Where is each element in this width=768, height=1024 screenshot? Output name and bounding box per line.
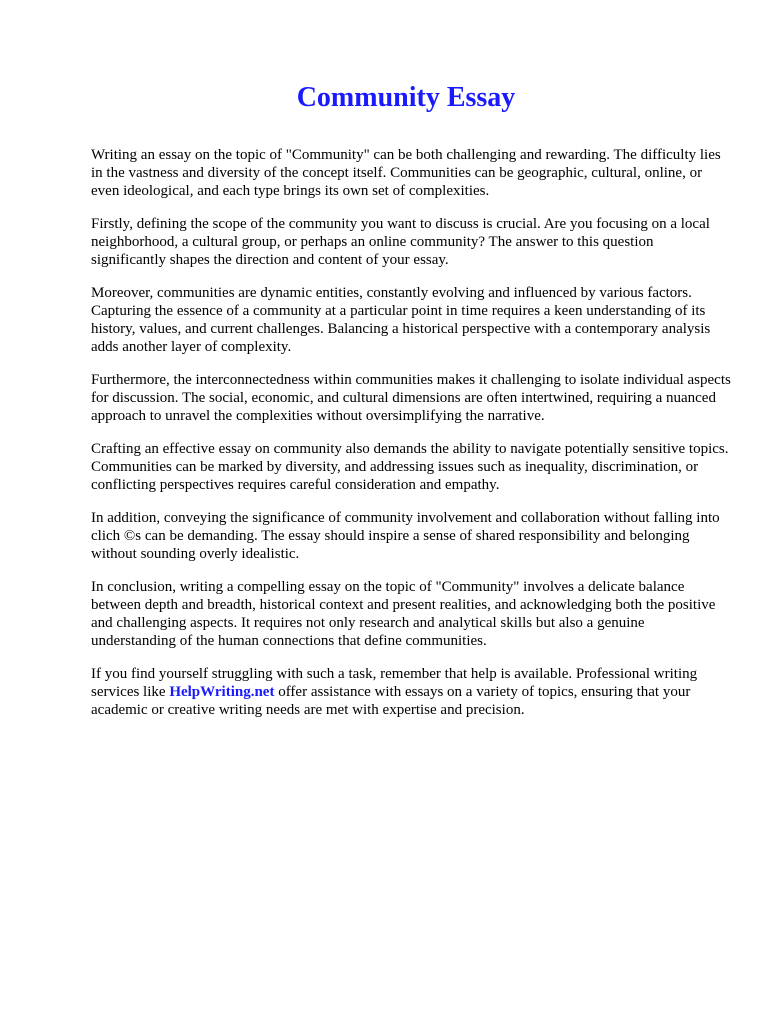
helpwriting-link[interactable]: HelpWriting.net xyxy=(169,684,275,700)
help-text-after-link: offer assistance with essays on a variety of topics, ensuring that your academic or creative writing needs are met with expertise and precision. xyxy=(91,684,691,718)
paragraph-conclusion: In conclusion, writing a compelling essay on the topic of "Community" involves a delicate balance between depth and breadth, historical context and present realities, and acknowledging both the positive and challenging aspects. It requires not only research and analytical skills but also a genuine understanding of the human connections that define communities. xyxy=(91,579,716,649)
paragraph-scope: Firstly, defining the scope of the community you want to discuss is crucial. Are you focusing on a local neighborhood, a cultural group, or perhaps an online community? The answer to this question significantly shapes the direction and content of your essay. xyxy=(91,216,710,268)
help-text-before-link: If you find yourself struggling with such a task, remember that help is available. Professional writing services like xyxy=(91,666,698,700)
paragraph-involvement: In addition, conveying the significance of community involvement and collaboration without falling into clich ©s can be demanding. The essay should inspire a sense of shared responsibility and belonging without sounding overly idealistic. xyxy=(91,510,720,562)
essay-body xyxy=(91,146,731,734)
paragraph-intro: Writing an essay on the topic of "Community" can be both challenging and rewarding. The difficulty lies in the vastness and diversity of the concept itself. Communities can be geographic, cultural, online, or even ideological, and each type brings its own set of complexities. xyxy=(91,147,721,199)
page-title: Community Essay xyxy=(296,82,516,113)
paragraph-help xyxy=(91,665,731,719)
paragraph-sensitive-topics: Crafting an effective essay on community also demands the ability to navigate potentially sensitive topics. Communities can be marked by diversity, and addressing issues such as inequality, discrimination, or conflicting perspectives requires careful consideration and empathy. xyxy=(91,441,729,493)
paragraph-interconnectedness: Furthermore, the interconnectedness within communities makes it challenging to isolate individual aspects for discussion. The social, economic, and cultural dimensions are often intertwined, requiring a nuanced approach to unravel the complexities without oversimplifying the narrative. xyxy=(91,372,731,424)
paragraph-dynamics: Moreover, communities are dynamic entities, constantly evolving and influenced by various factors. Capturing the essence of a community at a particular point in time requires a keen understanding of its history, values, and current challenges. Balancing a historical perspective with a contemporary analysis adds another layer of complexity. xyxy=(91,285,711,355)
